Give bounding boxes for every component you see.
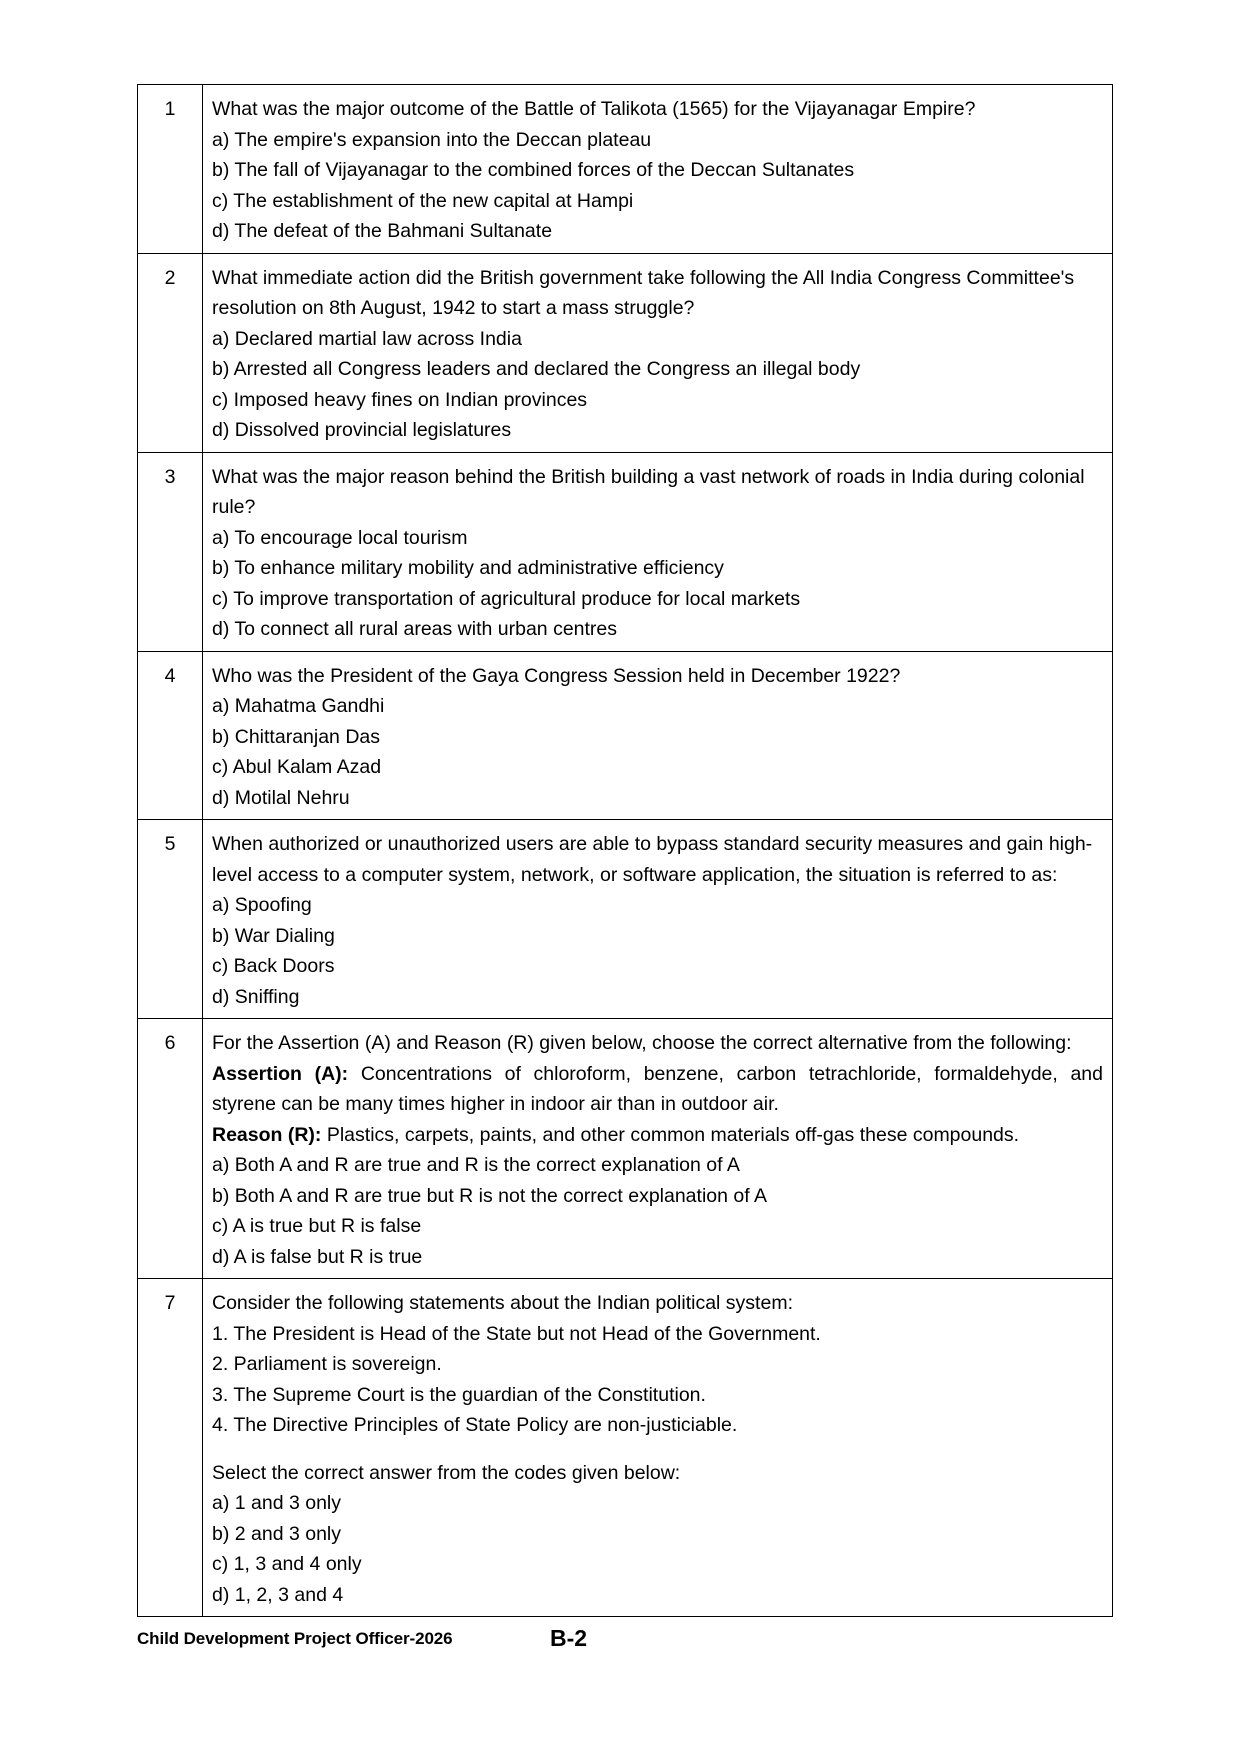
question-stem: Consider the following statements about the Indian political system:: [212, 1292, 793, 1314]
question-body: [203, 452, 1113, 651]
footer-exam-title: Child Development Project Officer-2026: [137, 1629, 453, 1648]
statement-1: 1. The President is Head of the State but not Head of the Government.: [212, 1322, 821, 1345]
option-d: d) Sniffing: [212, 985, 300, 1008]
option-c: c) Abul Kalam Azad: [212, 756, 382, 778]
statement-4: 4. The Directive Principles of State Policy are non-justiciable.: [212, 1414, 738, 1436]
table-row: [138, 452, 1113, 651]
option-d: d) To connect all rural areas with urban centres: [212, 618, 618, 640]
table-row: [138, 1019, 1113, 1279]
option-a: a) Mahatma Gandhi: [212, 695, 385, 717]
option-b: b) Chittaranjan Das: [212, 725, 380, 748]
question-number: 7: [138, 1279, 203, 1617]
question-stem: What was the major outcome of the Battle of Talikota (1565) for the Vijayanagar Empire?: [212, 98, 976, 120]
option-a: a) Declared martial law across India: [212, 327, 522, 350]
question-stem: What immediate action did the British government take following the All India Congress Committee's resolution on 8th August, 1942 to start a mass struggle?: [212, 266, 1075, 319]
question-body: [203, 1019, 1113, 1279]
question-body: [203, 85, 1113, 254]
option-c: c) A is true but R is false: [212, 1215, 422, 1237]
option-a: a) Both A and R are true and R is the correct explanation of A: [212, 1154, 740, 1176]
question-body: [203, 651, 1113, 820]
option-b: b) 2 and 3 only: [212, 1522, 342, 1545]
question-body: [203, 1279, 1113, 1617]
question-number: 4: [138, 651, 203, 820]
option-a: a) Spoofing: [212, 894, 312, 916]
option-c: c) Back Doors: [212, 955, 335, 977]
question-number: 1: [138, 85, 203, 254]
question-number: 6: [138, 1019, 203, 1279]
option-a: a) To encourage local tourism: [212, 526, 468, 549]
option-c: c) The establishment of the new capital at Hampi: [212, 189, 634, 212]
option-a: a) The empire's expansion into the Deccan plateau: [212, 128, 652, 151]
option-d: d) The defeat of the Bahmani Sultanate: [212, 220, 553, 242]
table-row: [138, 1279, 1113, 1617]
option-c: c) 1, 3 and 4 only: [212, 1553, 362, 1575]
question-stem: For the Assertion (A) and Reason (R) given below, choose the correct alternative from the following:: [212, 1032, 1072, 1054]
select-instruction: Select the correct answer from the codes given below:: [212, 1461, 681, 1484]
table-row: [138, 253, 1113, 452]
option-d: d) Motilal Nehru: [212, 786, 350, 809]
question-table: [137, 84, 1113, 1617]
statement-2: 2. Parliament is sovereign.: [212, 1353, 442, 1375]
question-body: [203, 253, 1113, 452]
page-label: B-2: [550, 1625, 588, 1651]
assertion-paragraph: [212, 1059, 1103, 1120]
assertion-text: Concentrations of chloroform, benzene, carbon tetrachloride, formaldehyde, and styrene can be many times higher in indoor air than in outdoor air.: [212, 1062, 1103, 1115]
option-b: b) Both A and R are true but R is not the correct explanation of A: [212, 1184, 767, 1207]
reason-paragraph: [212, 1120, 1103, 1151]
option-d: d) 1, 2, 3 and 4: [212, 1583, 344, 1606]
question-body: [203, 820, 1113, 1019]
option-b: b) War Dialing: [212, 924, 335, 947]
option-b: b) The fall of Vijayanagar to the combined forces of the Deccan Sultanates: [212, 159, 855, 181]
reason-text: Plastics, carpets, paints, and other common materials off-gas these compounds.: [326, 1123, 1020, 1146]
option-d: d) Dissolved provincial legislatures: [212, 419, 512, 441]
assertion-label: Assertion (A):: [212, 1062, 349, 1085]
option-d: d) A is false but R is true: [212, 1245, 423, 1268]
option-b: b) To enhance military mobility and administrative efficiency: [212, 557, 724, 579]
table-row: [138, 651, 1113, 820]
table-row: [138, 820, 1113, 1019]
question-stem: When authorized or unauthorized users are able to bypass standard security measures and gain high-level access to a computer system, network, or software application, the situation is referred to as:: [212, 833, 1093, 886]
option-a: a) 1 and 3 only: [212, 1492, 342, 1514]
page-footer: [137, 1625, 1113, 1655]
table-row: [138, 85, 1113, 254]
option-c: c) Imposed heavy fines on Indian provinces: [212, 388, 588, 411]
question-stem: Who was the President of the Gaya Congress Session held in December 1922?: [212, 664, 901, 687]
statement-3: 3. The Supreme Court is the guardian of the Constitution.: [212, 1383, 706, 1406]
question-number: 2: [138, 253, 203, 452]
option-c: c) To improve transportation of agricultural produce for local markets: [212, 587, 801, 610]
question-number: 3: [138, 452, 203, 651]
question-stem: What was the major reason behind the British building a vast network of roads in India during colonial rule?: [212, 465, 1085, 518]
reason-label: Reason (R):: [212, 1123, 322, 1146]
option-b: b) Arrested all Congress leaders and declared the Congress an illegal body: [212, 358, 861, 380]
question-number: 5: [138, 820, 203, 1019]
